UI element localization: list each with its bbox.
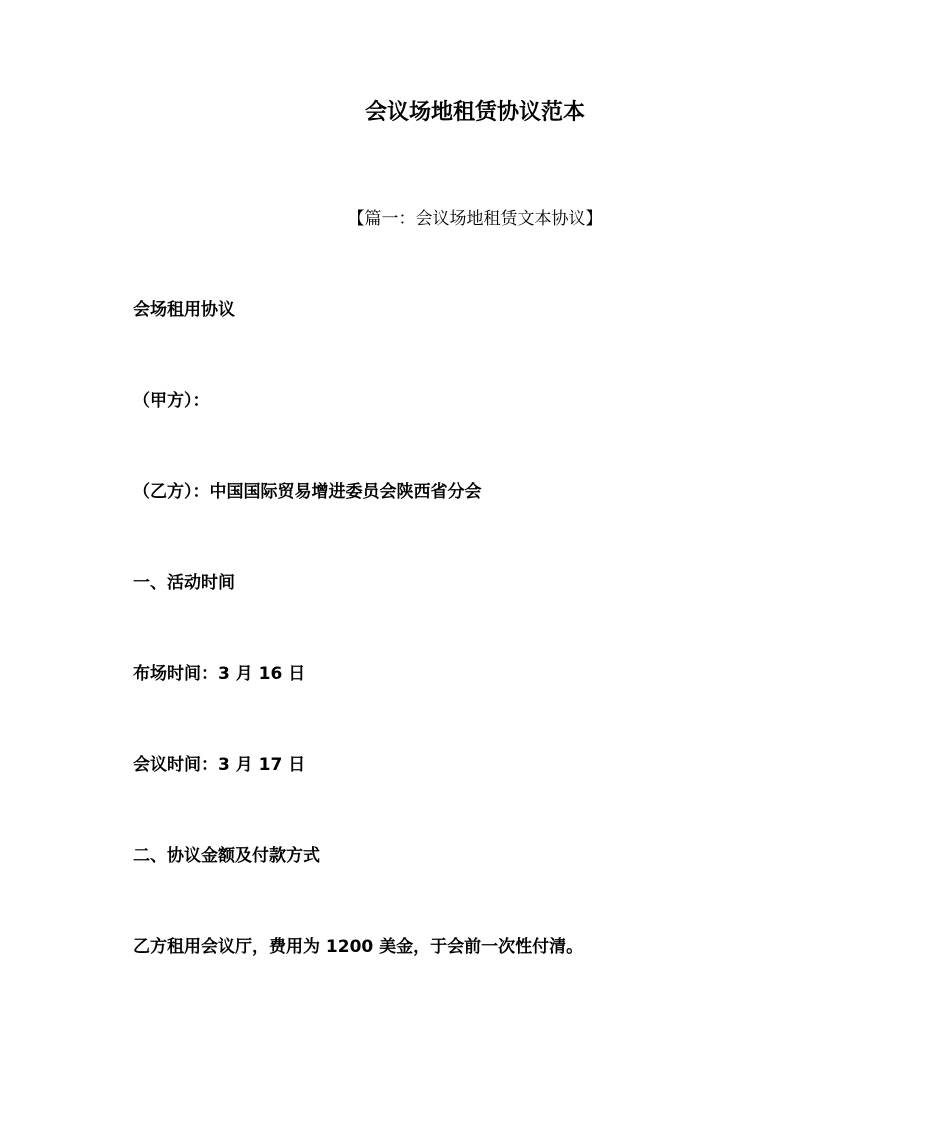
section-heading-amount-payment: 二、协议金额及付款方式	[133, 846, 320, 866]
section-heading-event-time: 一、活动时间	[133, 573, 235, 593]
party-a-line: （甲方）：	[133, 391, 210, 411]
section-heading-venue-agreement: 会场租用协议	[133, 300, 235, 320]
payment-terms-line: 乙方租用会议厅，费用为 1200 美金，于会前一次性付清。	[133, 937, 584, 957]
setup-time-line: 布场时间：3 月 16 日	[133, 664, 306, 684]
meeting-time-line: 会议时间：3 月 17 日	[133, 755, 306, 775]
document-subtitle: 【篇一：会议场地租赁文本协议】	[347, 209, 603, 229]
document-title: 会议场地租赁协议范本	[364, 100, 585, 125]
party-b-line: （乙方）：中国国际贸易增进委员会陕西省分会	[133, 482, 482, 502]
